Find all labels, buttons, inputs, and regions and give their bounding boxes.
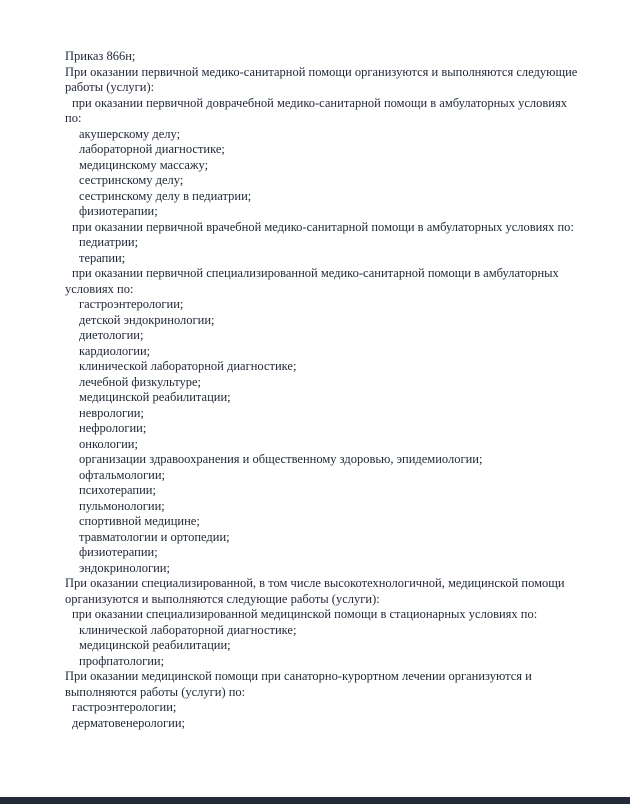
- document-line: физиотерапии;: [79, 545, 158, 559]
- document-line: по:: [65, 111, 82, 125]
- document-line: акушерскому делу;: [79, 126, 181, 141]
- document-text-block: [65, 49, 592, 731]
- document-line: психотерапии;: [79, 483, 156, 497]
- document-line: При оказании специализированной, в том числе высокотехнологичной, медицинской помощи: [65, 576, 565, 590]
- document-line: медицинской реабилитации;: [79, 390, 231, 404]
- document-line: кардиологии;: [79, 343, 151, 358]
- document-line: онкологии;: [79, 436, 138, 451]
- document-line: пульмонологии;: [79, 498, 165, 513]
- document-line: педиатрии;: [79, 235, 139, 249]
- document-line: при оказании первичной специализированной медико-санитарной помощи в амбулаторных: [72, 266, 559, 280]
- document-line: травматологии и ортопедии;: [79, 529, 230, 544]
- document-line: При оказании медицинской помощи при санаторно-курортном лечении организуются и: [65, 669, 532, 683]
- document-line: медицинскому массажу;: [79, 157, 209, 172]
- document-line: работы (услуги):: [65, 80, 155, 94]
- document-line: неврологии;: [79, 405, 144, 420]
- document-line: клинической лабораторной диагностике;: [79, 359, 297, 373]
- document-line: лечебной физкультуре;: [79, 374, 202, 389]
- document-line: физиотерапии;: [79, 204, 158, 218]
- document-line: организуются и выполняются следующие работы (услуги):: [65, 591, 380, 606]
- document-line: при оказании первичной доврачебной медико-санитарной помощи в амбулаторных условиях: [72, 95, 567, 110]
- document-line: офтальмологии;: [79, 467, 166, 482]
- document-line: нефрологии;: [79, 421, 147, 435]
- document-line: терапии;: [79, 250, 126, 265]
- document-line: детской эндокринологии;: [79, 312, 215, 327]
- document-line: организации здравоохранения и общественному здоровью, эпидемиологии;: [79, 452, 483, 466]
- document-line: выполняются работы (услуги) по:: [65, 684, 246, 699]
- document-line: при оказании первичной врачебной медико-санитарной помощи в амбулаторных условиях по:: [72, 219, 574, 234]
- page-bottom-edge-bar: [0, 797, 630, 804]
- document-line: сестринскому делу;: [79, 173, 184, 187]
- document-line: гастроэнтерологии;: [72, 700, 177, 714]
- document-line: медицинской реабилитации;: [79, 638, 231, 652]
- document-line: Приказ 866н;: [65, 49, 136, 63]
- document-line: лабораторной диагностике;: [79, 142, 225, 156]
- document-line: гастроэнтерологии;: [79, 297, 184, 311]
- document-line: профпатологии;: [79, 653, 165, 668]
- document-line: При оказании первичной медико-санитарной помощи организуются и выполняются следующие: [65, 64, 578, 79]
- document-line: клинической лабораторной диагностике;: [79, 622, 297, 637]
- document-line: условиях по:: [65, 281, 134, 296]
- document-line: дерматовенерологии;: [72, 715, 185, 730]
- document-line: эндокринологии;: [79, 560, 170, 575]
- document-line: при оказании специализированной медицинской помощи в стационарных условиях по:: [72, 607, 538, 621]
- document-line: спортивной медицине;: [79, 514, 200, 528]
- document-line: сестринскому делу в педиатрии;: [79, 188, 252, 203]
- document-line: диетологии;: [79, 328, 144, 342]
